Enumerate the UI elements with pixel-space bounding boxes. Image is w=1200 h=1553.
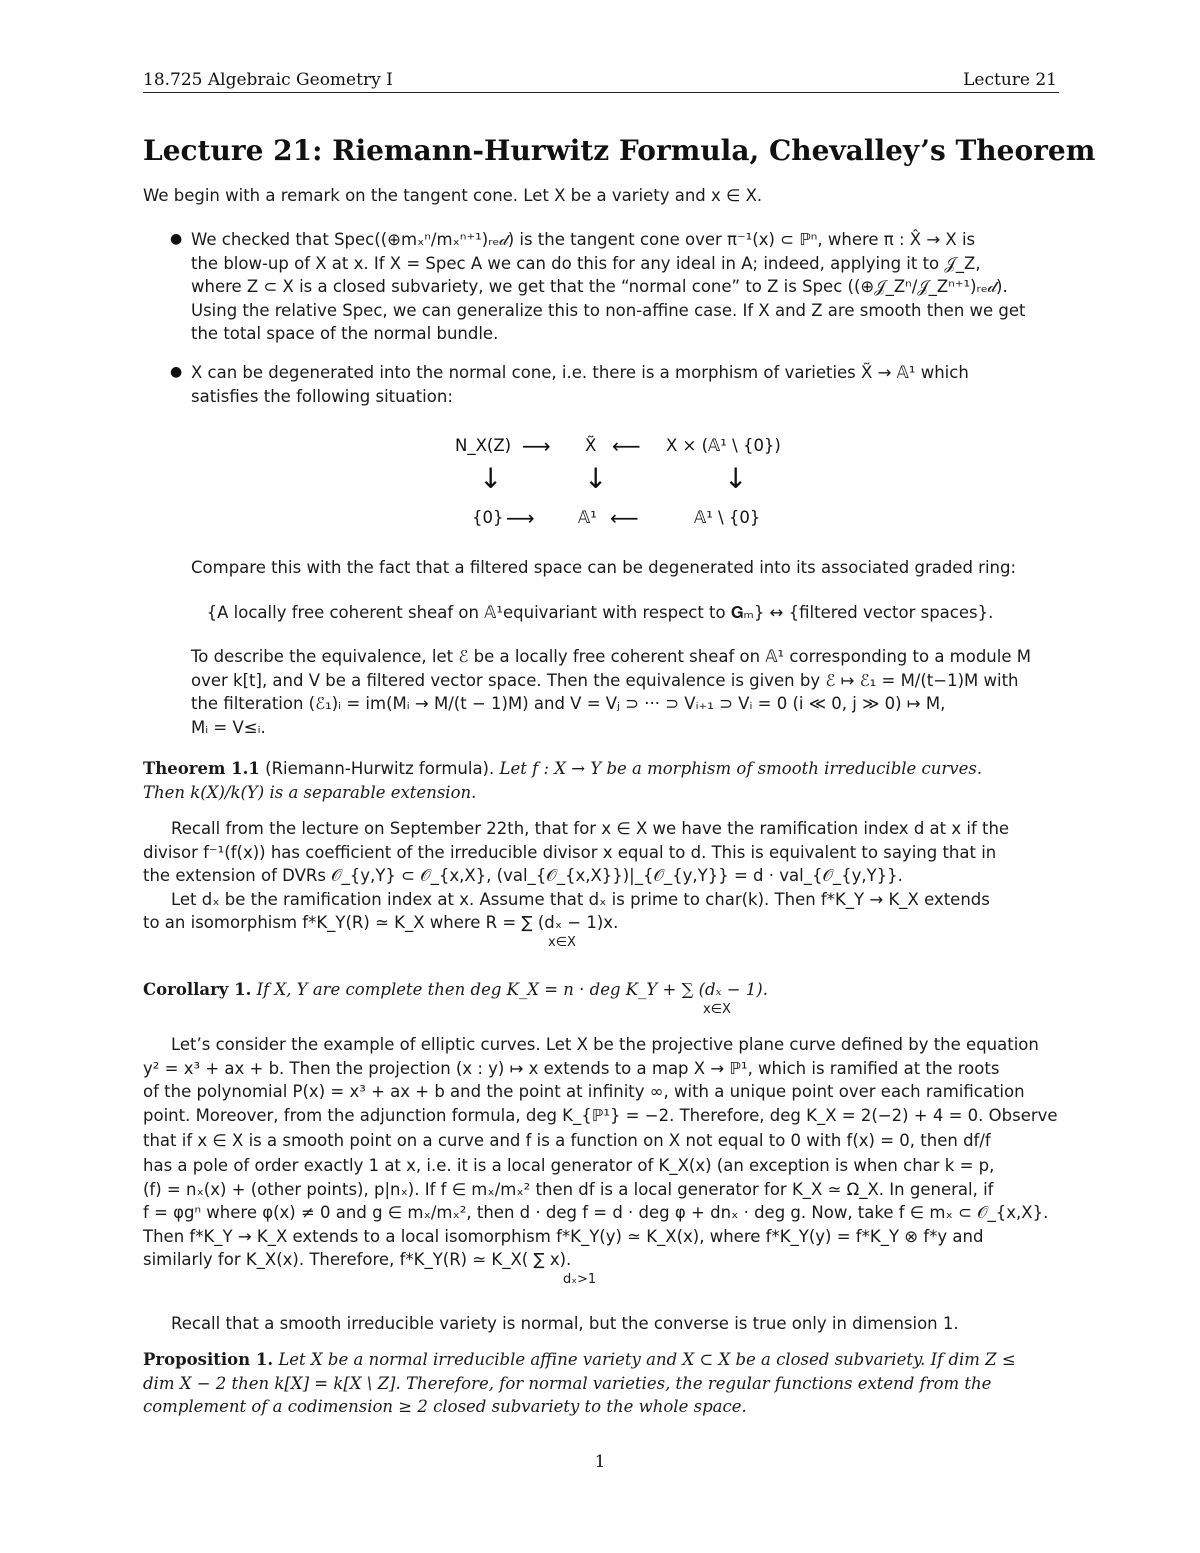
elliptic-line: (f) = nₓ(x) + (other points), p|nₓ). If f ∈ mₓ/mₓ² then df is a local generator for K_X ≃ Ω_X. In general, if (143, 1179, 994, 1199)
compare-paragraph: Compare this with the fact that a filtered space can be degenerated into its associated graded ring: (191, 558, 1017, 577)
recall-paragraph (143, 817, 1063, 951)
page-number: 1 (594, 1452, 606, 1472)
describe-line: Mᵢ = V≤ᵢ. (191, 717, 266, 737)
diagram-node-zero: {0} (472, 508, 504, 527)
recall-line: Let dₓ be the ramification index at x. Assume that dₓ is prime to char(k). Then f*K_Y → K_X extends (171, 889, 990, 909)
recall-line: to an isomorphism f*K_Y(R) ≃ K_X where R = ∑ (dₓ − 1)x. (143, 913, 619, 932)
diagram-arrow-down: ↓ (724, 462, 748, 495)
elliptic-line: f = φgⁿ where φ(x) ≠ 0 and g ∈ mₓ/mₓ², then d · deg f = d · deg φ + dnₓ · deg g. Now, take f ∈ mₓ ⊂ 𝒪_{x,X}. (143, 1203, 1049, 1222)
describe-line: over k[t], and V be a filtered vector space. Then the equivalence is given by ℰ ↦ ℰ₁ = M/(t−1)M with (191, 670, 1019, 690)
header-right: Lecture 21 (963, 70, 1057, 90)
header-left: 18.725 Algebraic Geometry I (143, 70, 393, 90)
header-rule (143, 92, 1059, 93)
diagram-node-punctured-line: 𝔸¹ \ {0} (694, 508, 761, 527)
sum-index: x∈X (548, 934, 576, 950)
proposition-statement: Let X be a normal irreducible affine variety and X ⊂ X be a closed subvariety. If dim Z ≤ (278, 1350, 1016, 1369)
elliptic-line: that if x ∈ X is a smooth point on a curve and f is a function on X not equal to 0 with f(x) = 0, then df/f (143, 1131, 991, 1150)
diagram-node-affine-line: 𝔸¹ (578, 508, 597, 527)
recall-line: divisor f⁻¹(f(x)) has coefficient of the irreducible divisor x equal to d. This is equivalent to saying that in (143, 842, 997, 862)
elliptic-line: point. Moreover, from the adjunction formula, deg K_{ℙ¹} = −2. Therefore, deg K_X = 2(−2) + 4 = 0. Observe (143, 1105, 1058, 1125)
diagram-arrow-right: ⟶ (506, 506, 535, 530)
diagram-arrow-down: ↓ (584, 462, 608, 495)
proposition-statement-cont: complement of a codimension ≥ 2 closed subvariety to the whole space. (143, 1397, 747, 1416)
bullet-dot: ● (170, 231, 183, 247)
proposition-label: Proposition 1. (143, 1350, 274, 1369)
describe-line: To describe the equivalence, let ℰ be a locally free coherent sheaf on 𝔸¹ corresponding to a module M (191, 647, 1031, 666)
recall-line: Recall from the lecture on September 22th, that for x ∈ X we have the ramification index d at x if the (171, 819, 1010, 838)
diagram-arrow-down: ↓ (479, 462, 503, 495)
corollary-statement: If X, Y are complete then deg K_X = n · deg K_Y + ∑ (dₓ − 1). (256, 980, 768, 999)
equivalence-display: {A locally free coherent sheaf on 𝔸¹equivariant with respect to 𝐆ₘ} ↔ {filtered vector spaces}. (206, 603, 994, 622)
bullet-1-line: We checked that Spec((⊕mₓⁿ/mₓⁿ⁺¹)ᵣₑ𝒹) is the tangent cone over π⁻¹(x) ⊂ ℙⁿ, where π : X̂ → X is (191, 230, 976, 249)
corollary-block (143, 978, 1063, 1018)
elliptic-line: of the polynomial P(x) = x³ + ax + b and the point at infinity ∞, with a unique point over each ramification (143, 1082, 1025, 1101)
describe-line: the filteration (ℰ₁)ᵢ = im(Mᵢ → M/(t − 1)M) and V = Vⱼ ⊃ ··· ⊃ Vᵢ₊₁ ⊃ Vᵢ = 0 (i ≪ 0, j ≫ 0) ↦ M, (191, 694, 946, 713)
diagram-node-deformation-space: X̃ (585, 436, 597, 455)
corollary-label: Corollary 1. (143, 980, 252, 999)
diagram-arrow-left: ⟵ (612, 434, 641, 458)
elliptic-line: y² = x³ + ax + b. Then the projection (x : y) ↦ x extends to a map X → ℙ¹, which is ramified at the roots (143, 1058, 1000, 1078)
proposition-statement-cont: dim X − 2 then k[X] = k[X \ Z]. Therefore, for normal varieties, the regular functions extend from the (143, 1373, 992, 1393)
lecture-title: Lecture 21: Riemann-Hurwitz Formula, Chevalley’s Theorem (143, 134, 1096, 167)
recall2-paragraph: Recall that a smooth irreducible variety is normal, but the converse is true only in dimension 1. (171, 1314, 959, 1333)
sum-index: x∈X (703, 1001, 731, 1017)
elliptic-line: Then f*K_Y → K_X extends to a local isomorphism f*K_Y(y) ≃ K_X(x), where f*K_Y(y) = f*K_Y ⊗ f*y and (143, 1226, 984, 1246)
sum-index: dₓ>1 (563, 1271, 597, 1287)
elliptic-paragraph (143, 1033, 1063, 1288)
diagram-arrow-left: ⟵ (610, 506, 639, 530)
bullet-2-line: X can be degenerated into the normal cone, i.e. there is a morphism of varieties X̃ → 𝔸¹ which (191, 363, 969, 382)
bullet-2-line: satisfies the following situation: (191, 386, 453, 406)
intro-paragraph: We begin with a remark on the tangent cone. Let X be a variety and x ∈ X. (143, 186, 763, 205)
diagram-arrow-right: ⟶ (522, 434, 551, 458)
bullet-2 (191, 361, 1071, 408)
bullet-1-line: where Z ⊂ X is a closed subvariety, we get that the “normal cone” to Z is Spec ((⊕𝒥_Zⁿ/𝒥_Zⁿ⁺¹)ᵣₑ𝒹). (191, 277, 1008, 296)
bullet-1-line: Using the relative Spec, we can generalize this to non-affine case. If X and Z are smooth then we get (191, 300, 1026, 320)
describe-paragraph (191, 645, 1071, 739)
bullet-1-line: the total space of the normal bundle. (191, 324, 499, 343)
elliptic-line: has a pole of order exactly 1 at x, i.e. it is a local generator of K_X(x) (an exception is when char k = p, (143, 1156, 995, 1175)
bullet-1 (191, 228, 1071, 346)
theorem-name: (Riemann-Hurwitz formula). (265, 759, 495, 778)
diagram-node-product: X × (𝔸¹ \ {0}) (666, 436, 781, 455)
recall-line: the extension of DVRs 𝒪_{y,Y} ⊂ 𝒪_{x,X}, (val_{𝒪_{x,X}})|_{𝒪_{y,Y}} = d · val_{𝒪_{y,Y}}. (143, 866, 903, 885)
diagram-node-normal-cone: N_X(Z) (455, 436, 512, 455)
theorem-block (143, 757, 1063, 804)
bullet-dot: ● (170, 364, 183, 380)
bullet-1-line: the blow-up of X at x. If X = Spec A we can do this for any ideal in A; indeed, applying it to 𝒥_Z, (191, 253, 981, 273)
elliptic-line: similarly for K_X(x). Therefore, f*K_Y(R) ≃ K_X( ∑ x). (143, 1250, 572, 1269)
theorem-statement-cont: Then k(X)/k(Y) is a separable extension. (143, 782, 477, 802)
theorem-label: Theorem 1.1 (143, 759, 260, 778)
elliptic-line: Let’s consider the example of elliptic curves. Let X be the projective plane curve defined by the equation (171, 1035, 1039, 1054)
proposition-block (143, 1348, 1063, 1419)
theorem-statement: Let f : X → Y be a morphism of smooth irreducible curves. (499, 759, 983, 778)
